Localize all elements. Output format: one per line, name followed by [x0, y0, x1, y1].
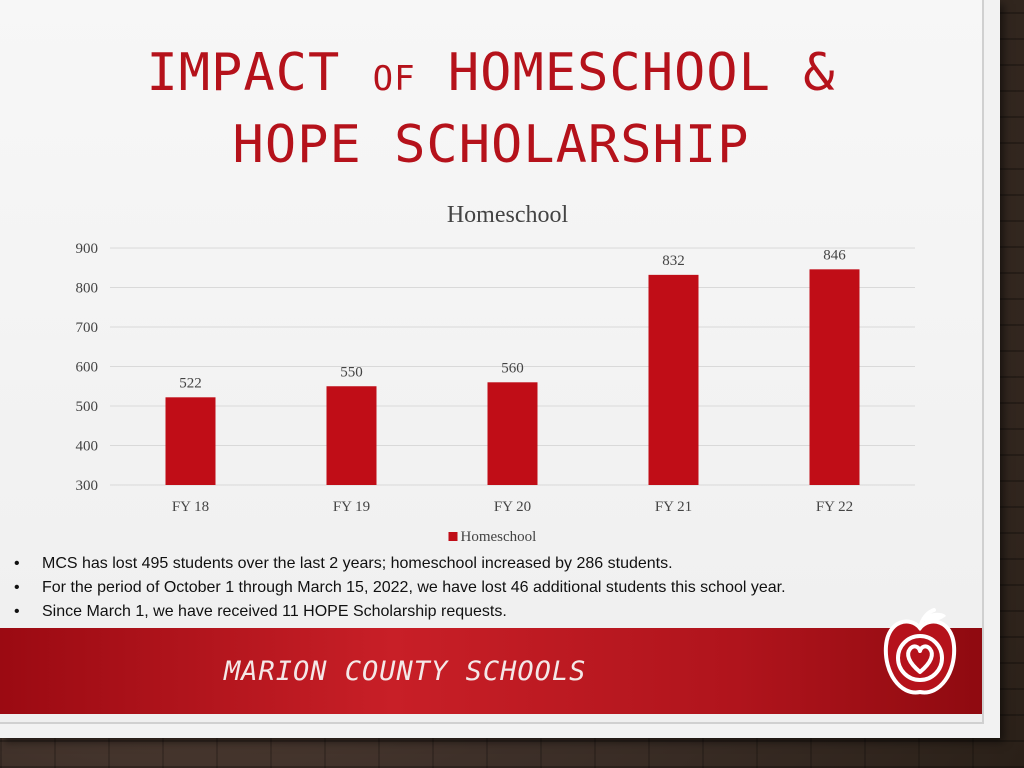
bar: [649, 275, 699, 485]
y-tick-label: 300: [75, 478, 98, 494]
y-tick-label: 700: [75, 320, 98, 336]
y-tick-label: 600: [75, 359, 98, 376]
bar: [327, 386, 377, 485]
title-part-1: IMPACT: [146, 43, 373, 103]
footer-banner: [0, 628, 982, 714]
title-line-1: [0, 40, 982, 112]
bullet-item: • MCS has lost 495 students over the last 2 years; homeschool increased by 286 students.: [10, 552, 980, 576]
y-tick-label: 900: [75, 241, 98, 257]
footer-text: MARION COUNTY SCHOOLS: [224, 656, 587, 687]
apple-heart-icon: [880, 606, 960, 702]
bullet-item: • Since March 1, we have received 11 HOPE Scholarship requests.: [10, 600, 980, 624]
bar: [166, 397, 216, 485]
title-line-2: HOPE SCHOLARSHIP: [232, 115, 750, 175]
data-label: 522: [179, 375, 202, 392]
x-tick-label: FY 20: [493, 499, 532, 515]
data-label: 550: [340, 364, 363, 381]
bar: [810, 269, 860, 485]
x-tick-label: FY 19: [332, 499, 371, 515]
x-tick-label: FY 21: [654, 499, 693, 515]
data-label: 832: [662, 252, 685, 269]
y-tick-label: 400: [75, 438, 98, 455]
bullet-list: [10, 552, 980, 624]
legend-label: Homeschool: [460, 529, 537, 545]
bar: [488, 382, 538, 485]
chart-title: Homeschool: [446, 202, 569, 228]
bullet-item: • For the period of October 1 through March 15, 2022, we have lost 46 additional students this school year.: [10, 576, 980, 600]
data-label: 846: [823, 247, 846, 264]
title-of: OF: [372, 59, 416, 99]
legend-swatch: [449, 532, 458, 541]
x-tick-label: FY 18: [171, 499, 210, 515]
y-tick-label: 800: [75, 280, 98, 297]
x-tick-label: FY 22: [815, 499, 854, 515]
y-tick-label: 500: [75, 399, 98, 415]
homeschool-bar-chart: [40, 190, 940, 560]
title-part-2: HOMESCHOOL &: [415, 43, 836, 103]
slide-title: [0, 40, 982, 178]
data-label: 560: [501, 360, 524, 377]
